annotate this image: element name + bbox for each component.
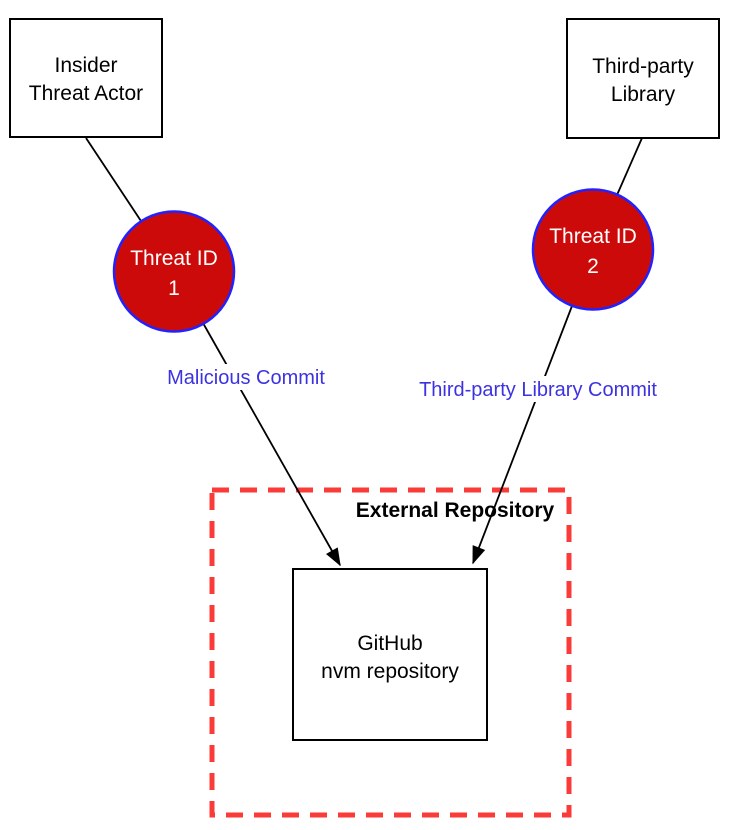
github-nvm-repository-node bbox=[293, 569, 487, 740]
third-party-library-commit-label: Third-party Library Commit bbox=[419, 379, 657, 401]
threat-1-circle bbox=[114, 212, 234, 332]
edge-threat1-to-repo bbox=[203, 323, 340, 565]
threat-1-circle-node bbox=[114, 212, 234, 332]
external-repository-boundary-label: External Repository bbox=[355, 499, 555, 522]
edge-library-to-threat2 bbox=[617, 138, 642, 195]
threat-1-label-line1: Threat ID bbox=[130, 247, 218, 270]
third-party-library-node bbox=[567, 19, 719, 138]
github-nvm-repository-label-line1: GitHub bbox=[357, 632, 423, 655]
insider-threat-actor-label-line1: Insider bbox=[54, 54, 118, 77]
insider-threat-actor-node bbox=[10, 19, 162, 137]
third-party-library-commit-edge-label bbox=[404, 376, 672, 402]
third-party-library-label-line1: Third-party bbox=[592, 55, 694, 78]
third-party-library-box bbox=[567, 19, 719, 138]
malicious-commit-label: Malicious Commit bbox=[167, 367, 325, 389]
threat-2-circle bbox=[533, 190, 653, 310]
edge-insider-to-threat1 bbox=[86, 138, 141, 221]
edge-threat2-to-repo bbox=[473, 306, 572, 563]
third-party-library-label-line2: Library bbox=[610, 83, 676, 106]
threat-2-label-line1: Threat ID bbox=[549, 225, 637, 248]
insider-threat-actor-box bbox=[10, 19, 162, 137]
insider-threat-actor-label-line2: Threat Actor bbox=[28, 82, 144, 105]
threat-2-label-line2: 2 bbox=[587, 255, 599, 278]
threat-2-circle-node bbox=[533, 190, 653, 310]
threat-1-label-line2: 1 bbox=[168, 277, 180, 300]
malicious-commit-edge-label bbox=[157, 364, 337, 390]
github-nvm-repository-label-line2: nvm repository bbox=[321, 660, 459, 683]
